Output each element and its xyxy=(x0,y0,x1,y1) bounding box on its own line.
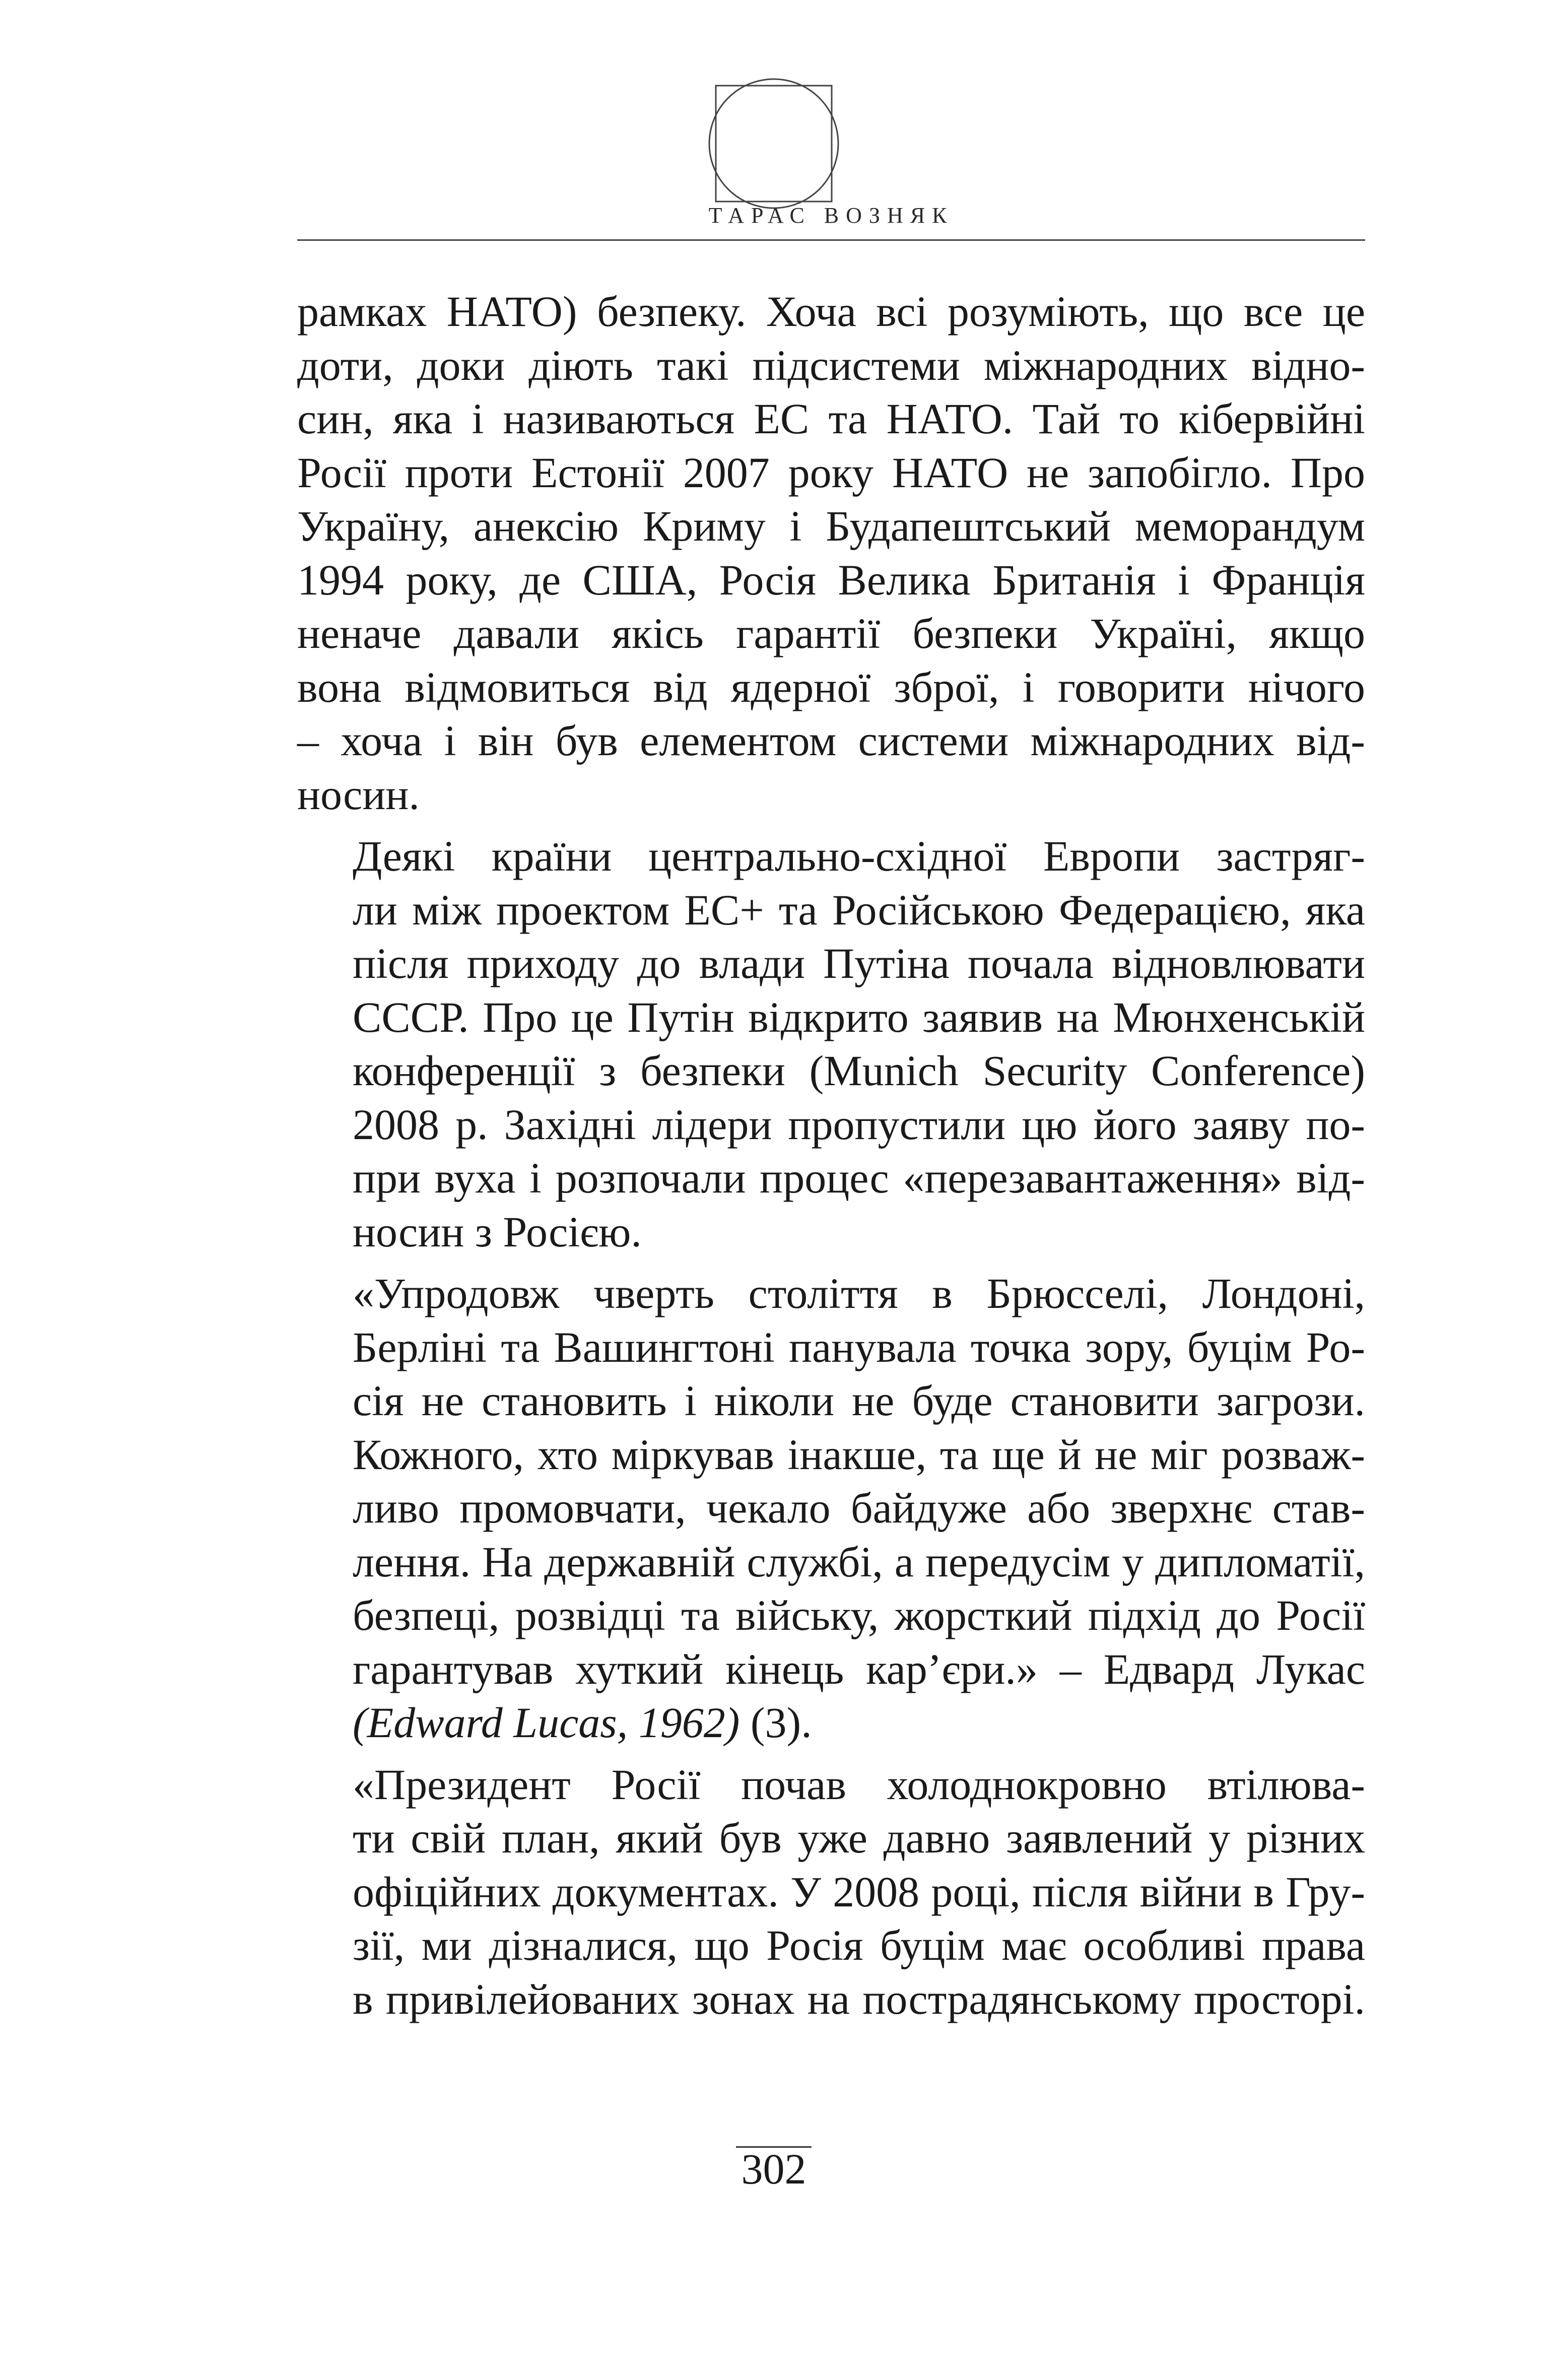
text-line: ли між проектом ЕС+ та Російською Федерацією, яка xyxy=(353,885,1365,934)
text-line: син, яка і називаються ЕС та НАТО. Тай то кібервійні xyxy=(297,394,1365,443)
running-head: ТАРАС ВОЗНЯК xyxy=(708,203,954,228)
text-line: рамках НАТО) безпеку. Хоча всі розуміють, що все це xyxy=(297,287,1365,336)
paragraph-4 xyxy=(297,1758,1365,2026)
logo-square xyxy=(716,86,832,202)
text-line: безпеці, розвідці та війську, жорсткий підхід до Росії xyxy=(353,1591,1365,1639)
text-line: неначе давали якісь гарантії безпеки Україні, якщо xyxy=(297,609,1365,657)
header-rule xyxy=(297,239,1365,241)
text-line: Берліні та Вашингтоні панувала точка зору, буцім Ро- xyxy=(353,1323,1365,1371)
text-line: після приходу до влади Путіна почала відновлювати xyxy=(353,939,1365,987)
citation-name: (Edward Lucas, 1962) xyxy=(353,1698,740,1747)
logo-circle xyxy=(709,79,838,208)
author-logo xyxy=(706,76,842,212)
text-line: при вуха і розпочали процес «перезавантаження» від- xyxy=(353,1154,1365,1202)
text-line: доти, доки діють такі підсистеми міжнародних відно- xyxy=(297,341,1365,389)
text-line: гарантував хуткий кінець кар’єри.» – Едвард Лукас xyxy=(353,1644,1365,1693)
text-line: офіційних документах. У 2008 році, після війни в Гру- xyxy=(353,1867,1365,1916)
text-line: ливо промовчати, чекало байдуже або зверхнє став- xyxy=(353,1484,1365,1532)
paragraph-2 xyxy=(297,829,1365,1259)
text-line: Кожного, хто міркував інакше, та ще й не міг розваж- xyxy=(353,1430,1365,1479)
text-line: Україну, анексію Криму і Будапештський меморандум xyxy=(297,502,1365,550)
text-line: вона відмовиться від ядерної зброї, і говорити нічого xyxy=(297,663,1365,711)
paragraph-3 xyxy=(297,1267,1365,1750)
text-line: сія не становить і ніколи не буде становити загрози. xyxy=(353,1376,1365,1425)
text-line: в привілейованих зонах на пострадянському просторі. xyxy=(353,1974,1365,2023)
text-line: Росії проти Естонії 2007 року НАТО не запобігло. Про xyxy=(297,448,1365,497)
text-line: конференції з безпеки (Munich Security Conference) xyxy=(353,1046,1365,1095)
text-line: зії, ми дізналися, що Росія буцім має особливі права xyxy=(353,1921,1365,1969)
citation-ref: (3). xyxy=(739,1698,812,1747)
page-number: 302 xyxy=(741,2145,806,2193)
text-line: носин. xyxy=(297,770,420,819)
text-line: 2008 р. Західні лідери пропустили цю його заяву по- xyxy=(353,1100,1365,1149)
text-line: «Президент Росії почав холоднокровно втілюва- xyxy=(353,1760,1365,1809)
text-line: СССР. Про це Путін відкрито заявив на Мюнхенській xyxy=(353,993,1365,1041)
text-line: – хоча і він був елементом системи міжнародних від- xyxy=(297,716,1365,765)
text-line: Деякі країни центрально-східної Европи застряг- xyxy=(353,832,1365,880)
paragraph-1 xyxy=(297,285,1365,821)
text-line: ти свій план, який був уже давно заявлений у різних xyxy=(353,1814,1365,1862)
text-line: «Упродовж чверть століття в Брюсселі, Лондоні, xyxy=(353,1269,1365,1317)
text-line: 1994 року, де США, Росія Велика Британія і Франція xyxy=(297,555,1365,604)
text-line: носин з Росією. xyxy=(353,1207,642,1256)
text-line: лення. На державній службі, а передусім у дипломатії, xyxy=(353,1537,1365,1586)
text-line-citation xyxy=(297,1696,1365,1750)
body-text xyxy=(297,285,1365,2026)
